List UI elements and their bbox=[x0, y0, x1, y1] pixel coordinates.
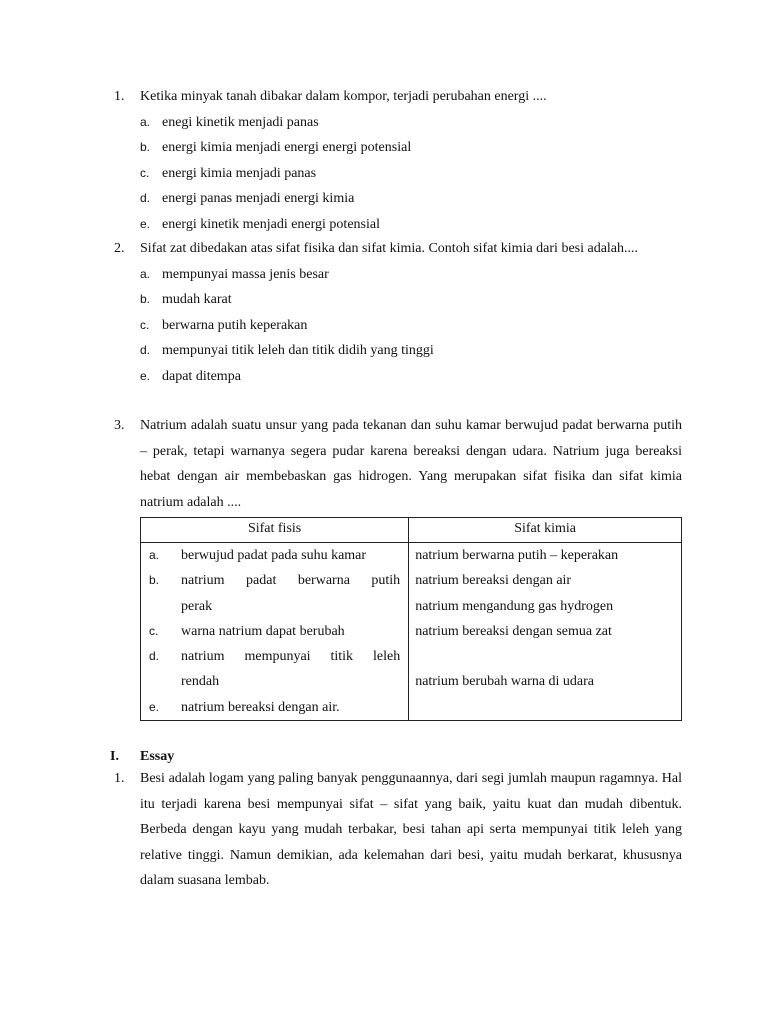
section-title: Essay bbox=[140, 749, 175, 764]
question-1 bbox=[114, 84, 682, 237]
question-number: 1. bbox=[114, 89, 125, 104]
question-3 bbox=[114, 413, 682, 515]
option-b: b. mudah karat bbox=[140, 292, 232, 307]
option-list bbox=[140, 110, 682, 238]
option-e: e. dapat ditempa bbox=[140, 368, 241, 384]
section-number: I. bbox=[110, 749, 119, 764]
kimia-row-d: natrium berubah warna di udara bbox=[415, 674, 595, 690]
option-d: d. mempunyai titik leleh dan titik didih yang tinggi bbox=[140, 343, 434, 358]
option-d: d. energi panas menjadi energi kimia bbox=[140, 191, 355, 206]
fisis-column bbox=[141, 543, 409, 721]
table-row-d-cont: rendah bbox=[181, 674, 220, 690]
header-sifat-kimia: Sifat kimia bbox=[409, 518, 682, 543]
table-row-b: b. natrium padat berwarna putih bbox=[149, 573, 401, 589]
option-c: c. berwarna putih keperakan bbox=[140, 317, 308, 333]
table-row-c: c. warna natrium dapat berubah bbox=[149, 623, 345, 639]
question-text: Sifat zat dibedakan atas sifat fisika dan sifat kimia. Contoh sifat kimia dari besi adalah.... bbox=[140, 241, 639, 256]
option-a: a. enegi kinetik menjadi panas bbox=[140, 114, 319, 130]
kimia-row-a: natrium berwarna putih – keperakan bbox=[415, 548, 619, 563]
answer-table bbox=[140, 517, 682, 721]
option-c: c. energi kimia menjadi panas bbox=[140, 165, 317, 181]
question-text: Ketika minyak tanah dibakar dalam kompor, terjadi perubahan energi .... bbox=[140, 89, 547, 104]
kimia-row-c: natrium bereaksi dengan semua zat bbox=[415, 623, 612, 639]
kimia-row-e bbox=[409, 695, 681, 720]
kimia-row-empty bbox=[409, 644, 681, 669]
essay-1 bbox=[114, 766, 682, 894]
essay-number: 1. bbox=[114, 771, 125, 786]
header-sifat-fisis: Sifat fisis bbox=[141, 518, 409, 543]
question-number: 2. bbox=[114, 241, 125, 256]
table-row-b-cont: perak bbox=[181, 598, 213, 614]
option-e: e. energi kinetik menjadi energi potensial bbox=[140, 216, 380, 232]
question-2 bbox=[114, 236, 682, 389]
table-header-row bbox=[141, 518, 682, 543]
option-list bbox=[140, 262, 682, 390]
option-b: b. energi kimia menjadi energi energi potensial bbox=[140, 140, 412, 155]
option-a: a. mempunyai massa jenis besar bbox=[140, 266, 329, 282]
table-row-a: a. berwujud padat pada suhu kamar bbox=[149, 548, 367, 563]
table-row-d: d. natrium mempunyai titik leleh bbox=[149, 649, 401, 665]
table-row-e: e. natrium bereaksi dengan air. bbox=[149, 699, 340, 715]
table-body-row bbox=[141, 543, 682, 721]
kimia-row-b: natrium bereaksi dengan air bbox=[415, 573, 572, 589]
essay-text: Besi adalah logam yang paling banyak penggunaannya, dari segi jumlah maupun ragamnya. Hal itu terjadi karena besi mempunyai sifat – sifat yang baik, yaitu kuat dan mudah dibentuk. Berbeda dengan kayu yang mudah terbakar, besi tahan api serta mempunyai titik leleh yang relative tinggi. Namun demikian, ada kelemahan dari besi, yaitu mudah berkarat, khususnya dalam suasana lembab. bbox=[140, 771, 682, 888]
question-text: Natrium adalah suatu unsur yang pada tekanan dan suhu kamar berwujud padat berwarna putih – perak, tetapi warnanya segera pudar karena bereaksi dengan udara. Natrium juga bereaksi hebat dengan air membebaskan gas hidrogen. Yang merupakan sifat fisika dan sifat kimia natrium adalah .... bbox=[140, 418, 682, 510]
question-number: 3. bbox=[114, 418, 125, 433]
kimia-row-b-cont: natrium mengandung gas hydrogen bbox=[415, 598, 614, 614]
kimia-column bbox=[409, 543, 682, 721]
